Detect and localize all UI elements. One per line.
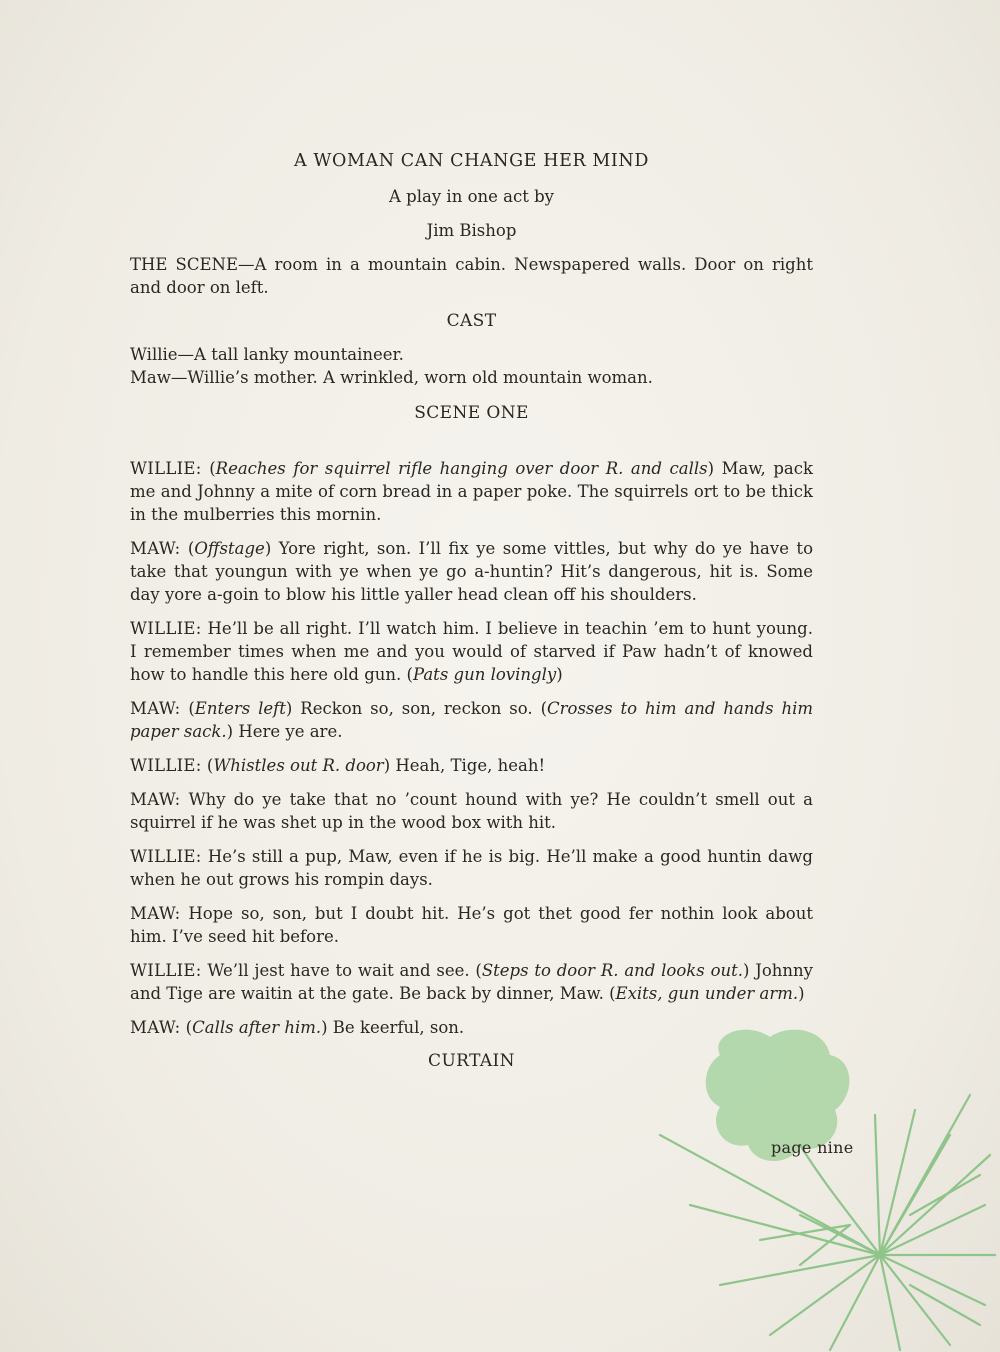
dialogue-line: WILLIE: We’ll jest have to wait and see. (Steps to door R. and looks out.) Johnny and Tige are waitin at the gate. Be back by dinner, Maw. (Exits, gun under arm.) — [130, 961, 813, 1003]
dialogue-text: He’ll be all right. I’ll watch him. I believe in teachin ’em to hunt young. I remember times when me and you would of starved if Paw hadn’t of knowed how to handle this here old gun. — [130, 619, 813, 684]
dialogue-text: Here ye are. — [233, 722, 343, 741]
dialogue-list — [130, 457, 813, 1039]
stage-direction: Crosses to him and hands him paper sack. — [130, 699, 813, 741]
stage-direction: Exits, gun under arm. — [615, 984, 799, 1003]
speaker-name: MAW: — [130, 790, 181, 809]
play-byline: A play in one act by — [389, 187, 554, 206]
dialogue-text: Yore right, son. I’ll fix ye some vittles, but why do ye have to take that youngun with ye when ye go a-huntin? Hit’s dangerous, hit is. Some day yore a-goin to blow his little yaller head clean off his shoulders. — [130, 539, 814, 604]
dialogue-text: We’ll jest have to wait and see. — [201, 961, 476, 980]
curtain-label: CURTAIN — [428, 1051, 515, 1071]
speaker-name: WILLIE: — [130, 619, 202, 638]
stage-direction: Enters left — [194, 699, 286, 718]
stage-direction: Whistles out R. door — [213, 756, 384, 775]
dialogue-line: MAW: (Enters left) Reckon so, son, reckon so. (Crosses to him and hands him paper sack.) Here ye are. — [130, 699, 813, 741]
stage-direction: Offstage — [194, 539, 265, 558]
play-page-content — [130, 150, 813, 1083]
dialogue-line: WILLIE: He’ll be all right. I’ll watch him. I believe in teachin ’em to hunt young. I remember times when me and you would of starved if Paw hadn’t of knowed how to handle this here old gun. (Pats gun lovingly) — [130, 619, 813, 684]
cast-member: Maw—Willie’s mother. A wrinkled, worn old mountain woman. — [130, 368, 653, 387]
dialogue-line: WILLIE: (Reaches for squirrel rifle hanging over door R. and calls) Maw, pack me and Johnny a mite of corn bread in a paper poke. The squirrels ort to be thick in the mulberries this mornin. — [130, 459, 813, 524]
dialogue-text: Heah, Tige, heah! — [390, 756, 546, 775]
dialogue-text: Be keerful, son. — [327, 1018, 465, 1037]
dialogue-line — [130, 902, 813, 948]
dialogue-line — [130, 788, 813, 834]
speaker-name: WILLIE: — [130, 847, 202, 866]
cast-member-description: A tall lanky mountaineer. — [194, 345, 404, 364]
scene-heading: SCENE ONE — [414, 403, 529, 423]
dialogue-line: MAW: (Offstage) Yore right, son. I’ll fix ye some vittles, but why do ye have to take that youngun with ye when ye go a-huntin? Hit’s dangerous, hit is. Some day yore a-goin to blow his little yaller head clean off his shoulders. — [130, 539, 814, 604]
cast-member-name: Willie — [130, 345, 178, 364]
dialogue-line — [130, 845, 813, 891]
dialogue-text: Johnny and Tige are waitin at the gate. Be back by dinner, Maw. — [130, 961, 813, 1003]
dialogue-line: WILLIE: (Whistles out R. door) Heah, Tige, heah! — [130, 756, 546, 775]
scene-setting — [130, 253, 813, 299]
cast-list — [130, 343, 813, 389]
scene-setting-text: A room in a mountain cabin. Newspapered walls. Door on right and door on left. — [130, 255, 813, 297]
dialogue-line: MAW: (Calls after him.) Be keerful, son. — [130, 1018, 465, 1037]
stage-direction: Reaches for squirrel rifle hanging over door R. and calls — [215, 459, 708, 478]
dialogue-text: Hope so, son, but I doubt hit. He’s got thet good fer nothin look about him. I’ve seed hit before. — [130, 904, 813, 946]
scene-setting-label: THE SCENE— — [130, 255, 255, 274]
speaker-name: MAW: — [130, 904, 181, 923]
dialogue-text: Why do ye take that no ’count hound with ye? He couldn’t smell out a squirrel if he was shet up in the wood box with hit. — [130, 790, 813, 832]
speaker-name: MAW: — [130, 539, 181, 558]
dialogue-text: Reckon so, son, reckon so. — [292, 699, 541, 718]
dialogue-text: He’s still a pup, Maw, even if he is big. He’ll make a good huntin dawg when he out grows his rompin days. — [130, 847, 813, 889]
stage-direction: Calls after him. — [192, 1018, 322, 1037]
speaker-name: MAW: — [130, 1018, 181, 1037]
play-author: Jim Bishop — [426, 221, 517, 240]
speaker-name: WILLIE: — [130, 756, 202, 775]
speaker-name: WILLIE: — [130, 459, 202, 478]
cast-heading: CAST — [446, 311, 497, 331]
dialogue-text: Maw, pack me and Johnny a mite of corn bread in a paper poke. The squirrels ort to be thick in the mulberries this mornin. — [130, 459, 813, 524]
play-title: A WOMAN CAN CHANGE HER MIND — [294, 151, 649, 171]
speaker-name: MAW: — [130, 699, 181, 718]
stage-direction: Steps to door R. and looks out. — [481, 961, 743, 980]
cast-member-description: Willie’s mother. A wrinkled, worn old mountain woman. — [187, 368, 653, 387]
stage-direction: Pats gun lovingly — [412, 665, 557, 684]
page-number: page nine — [771, 1138, 854, 1157]
speaker-name: WILLIE: — [130, 961, 202, 980]
cast-member-name: Maw — [130, 368, 171, 387]
cast-member: Willie—A tall lanky mountaineer. — [130, 345, 404, 364]
